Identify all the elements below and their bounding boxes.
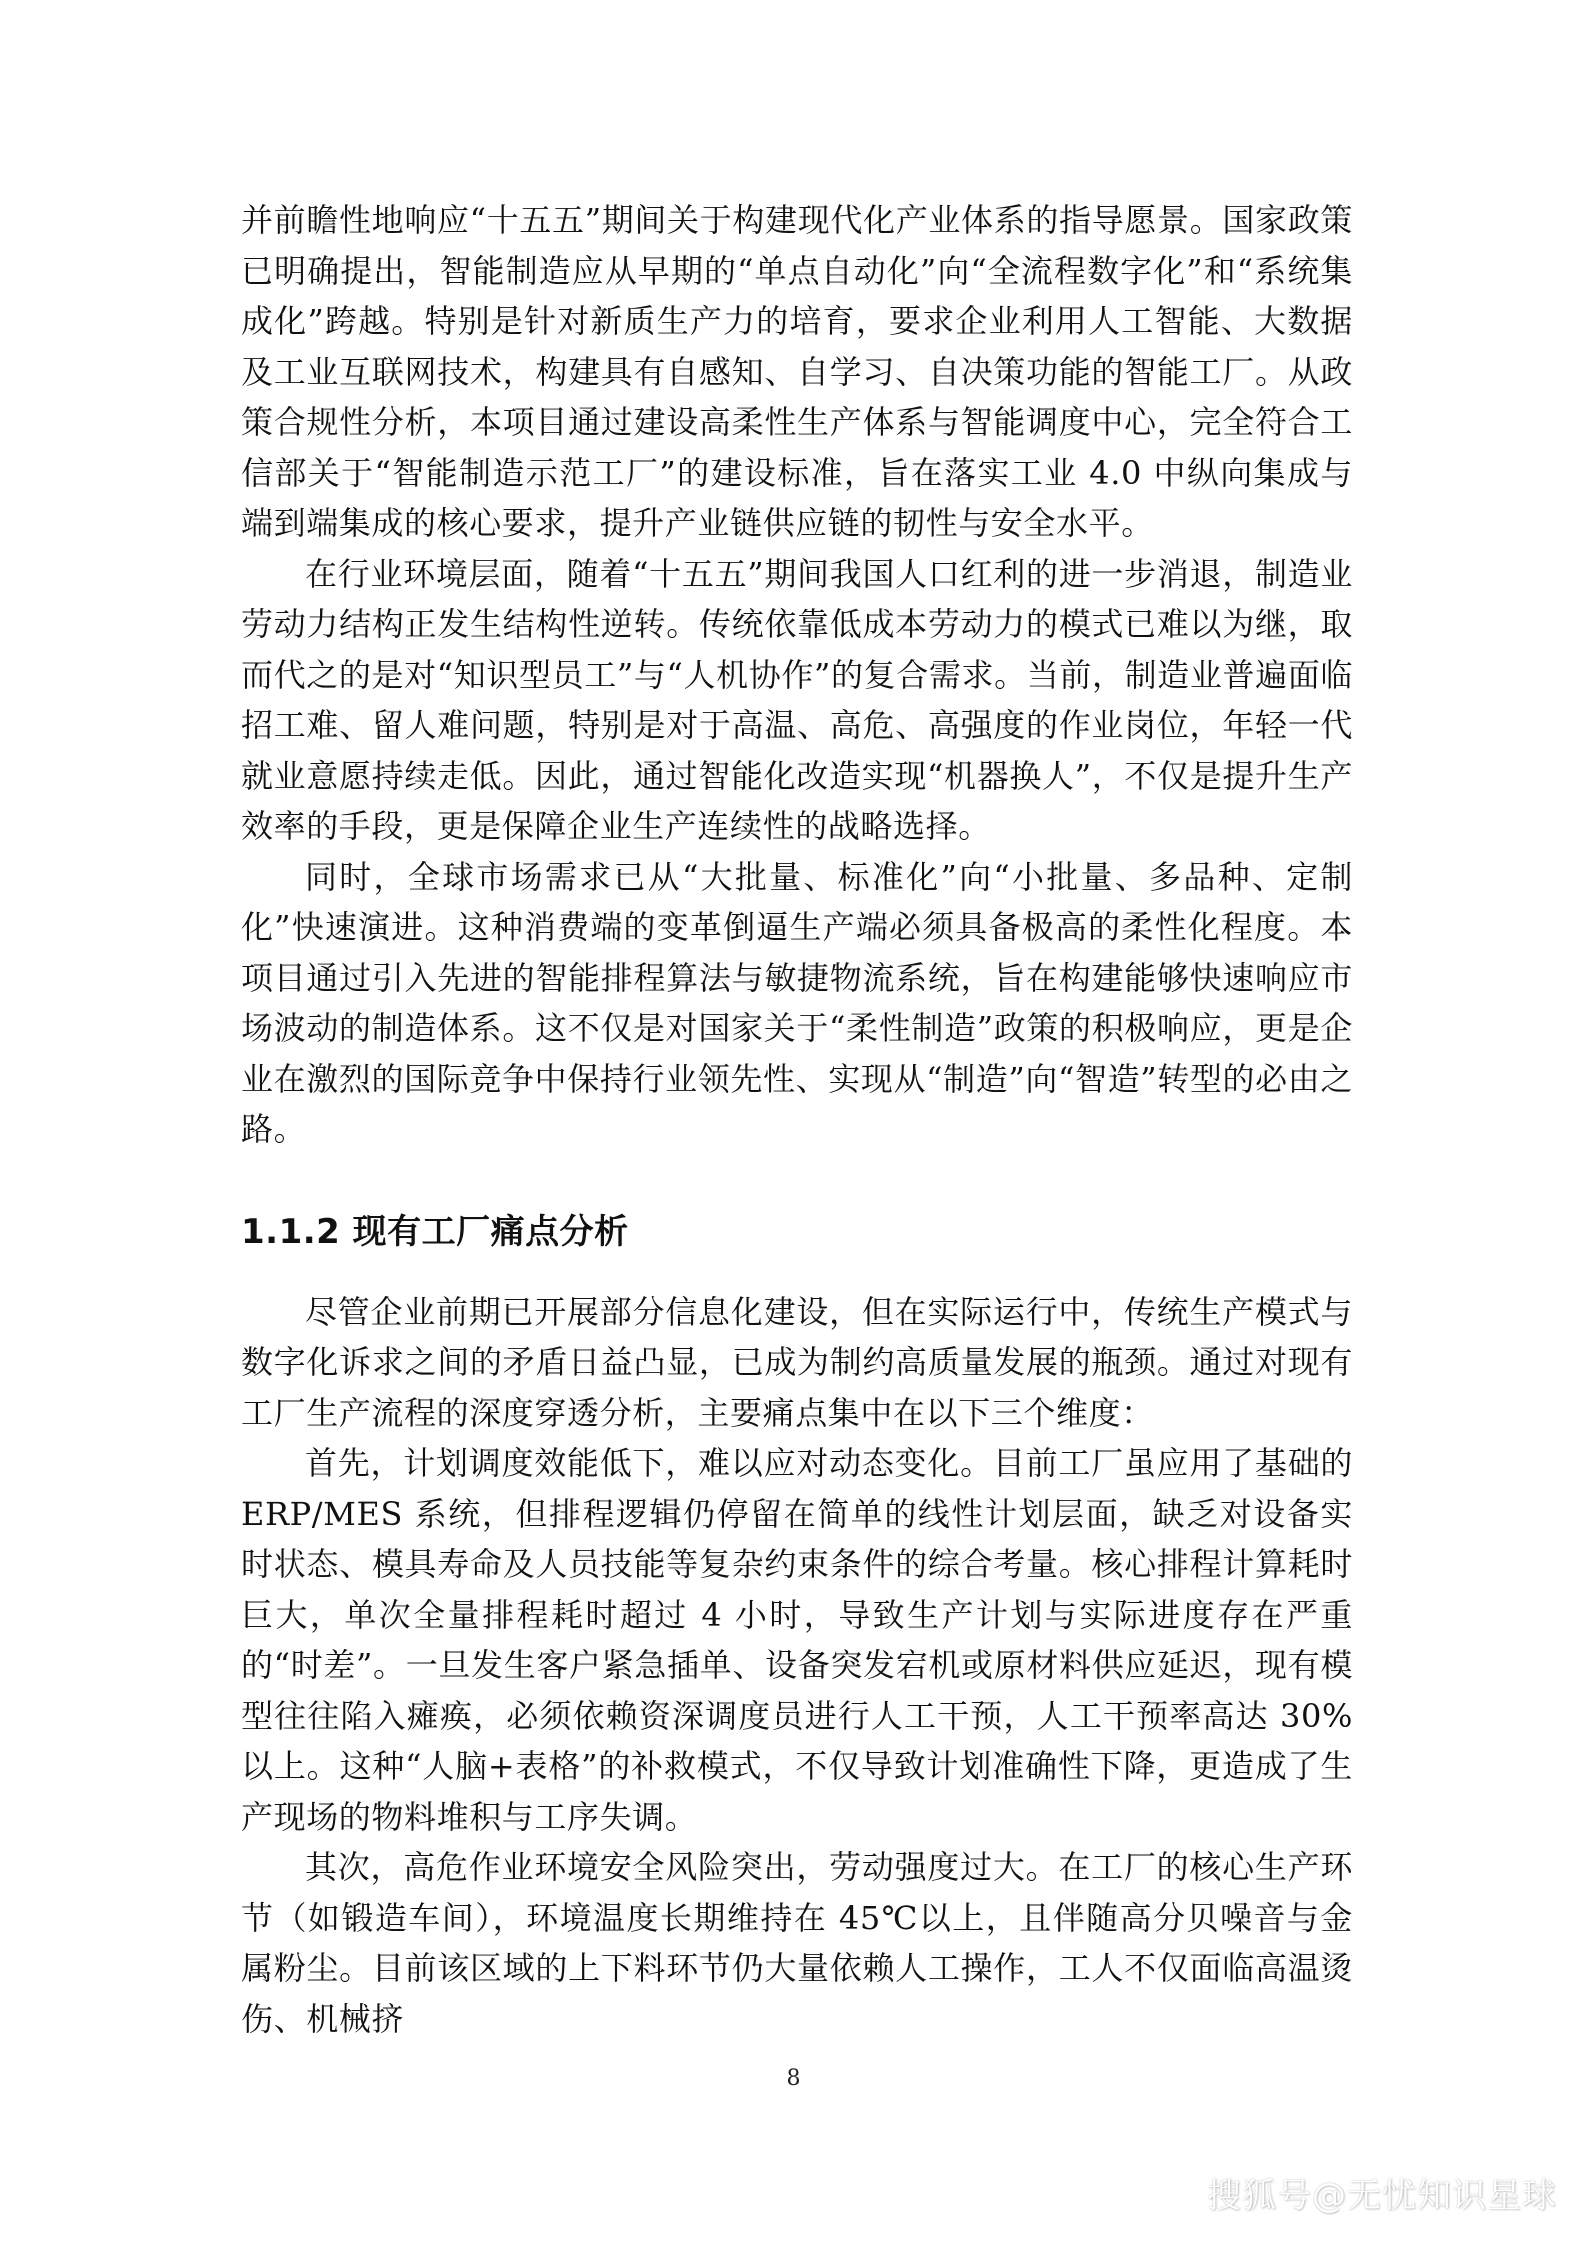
paragraph-intro-3: 同时，全球市场需求已从“大批量、标准化”向“小批量、多品种、定制化”快速演进。这种消费端的变革倒逼生产端必须具备极高的柔性化程度。本项目通过引入先进的智能排程算法与敏捷物流系统，旨在构建能够快速响应市场波动的制造体系。这不仅是对国家关于“柔性制造”政策的积极响应，更是企业在激烈的国际竞争中保持行业领先性、实现从“制造”向“智造”转型的必由之路。 <box>241 857 1353 1148</box>
paragraph-intro-2: 在行业环境层面，随着“十五五”期间我国人口红利的进一步消退，制造业劳动力结构正发生结构性逆转。传统依靠低成本劳动力的模式已难以为继，取而代之的是对“知识型员工”与“人机协作”的复合需求。当前，制造业普遍面临招工难、留人难问题，特别是对于高温、高危、高强度的作业岗位，年轻一代就业意愿持续走低。因此，通过智能化改造实现“机器换人”，不仅是提升生产效率的手段，更是保障企业生产连续性的战略选择。 <box>241 554 1353 845</box>
paragraph-section-1: 尽管企业前期已开展部分信息化建设，但在实际运行中，传统生产模式与数字化诉求之间的矛盾日益凸显，已成为制约高质量发展的瓶颈。通过对现有工厂生产流程的深度穿透分析，主要痛点集中在以下三个维度： <box>241 1292 1353 1432</box>
watermark: 搜狐号@无忧知识星球 <box>1207 2176 1557 2216</box>
paragraph-section-3: 其次，高危作业环境安全风险突出，劳动强度过大。在工厂的核心生产环节（如锻造车间），环境温度长期维持在 45℃以上，且伴随高分贝噪音与金属粉尘。目前该区域的上下料环节仍大量依赖人工操作，工人不仅面临高温烫伤、机械挤 <box>241 1848 1353 2038</box>
paragraph-intro-1: 并前瞻性地响应“十五五”期间关于构建现代化产业体系的指导愿景。国家政策已明确提出，智能制造应从早期的“单点自动化”向“全流程数字化”和“系统集成化”跨越。特别是针对新质生产力的培育，要求企业利用人工智能、大数据及工业互联网技术，构建具有自感知、自学习、自决策功能的智能工厂。从政策合规性分析，本项目通过建设高柔性生产体系与智能调度中心，完全符合工信部关于“智能制造示范工厂”的建设标准，旨在落实工业 4.0 中纵向集成与端到端集成的核心要求，提升产业链供应链的韧性与安全水平。 <box>241 201 1353 542</box>
page-number: 8 <box>786 2066 801 2091</box>
section-heading: 1.1.2 现有工厂痛点分析 <box>241 1211 629 1252</box>
paragraph-section-2: 首先，计划调度效能低下，难以应对动态变化。目前工厂虽应用了基础的 ERP/MES 系统，但排程逻辑仍停留在简单的线性计划层面，缺乏对设备实时状态、模具寿命及人员技能等复杂约束条件的综合考量。核心排程计算耗时巨大，单次全量排程耗时超过 4 小时，导致生产计划与实际进度存在严重的“时差”。一旦发生客户紧急插单、设备突发宕机或原材料供应延迟，现有模型往往陷入瘫痪，必须依赖资深调度员进行人工干预，人工干预率高达 30%以上。这种“人脑+表格”的补救模式，不仅导致计划准确性下降，更造成了生产现场的物料堆积与工序失调。 <box>241 1444 1353 1836</box>
document-body <box>241 195 1353 2044</box>
